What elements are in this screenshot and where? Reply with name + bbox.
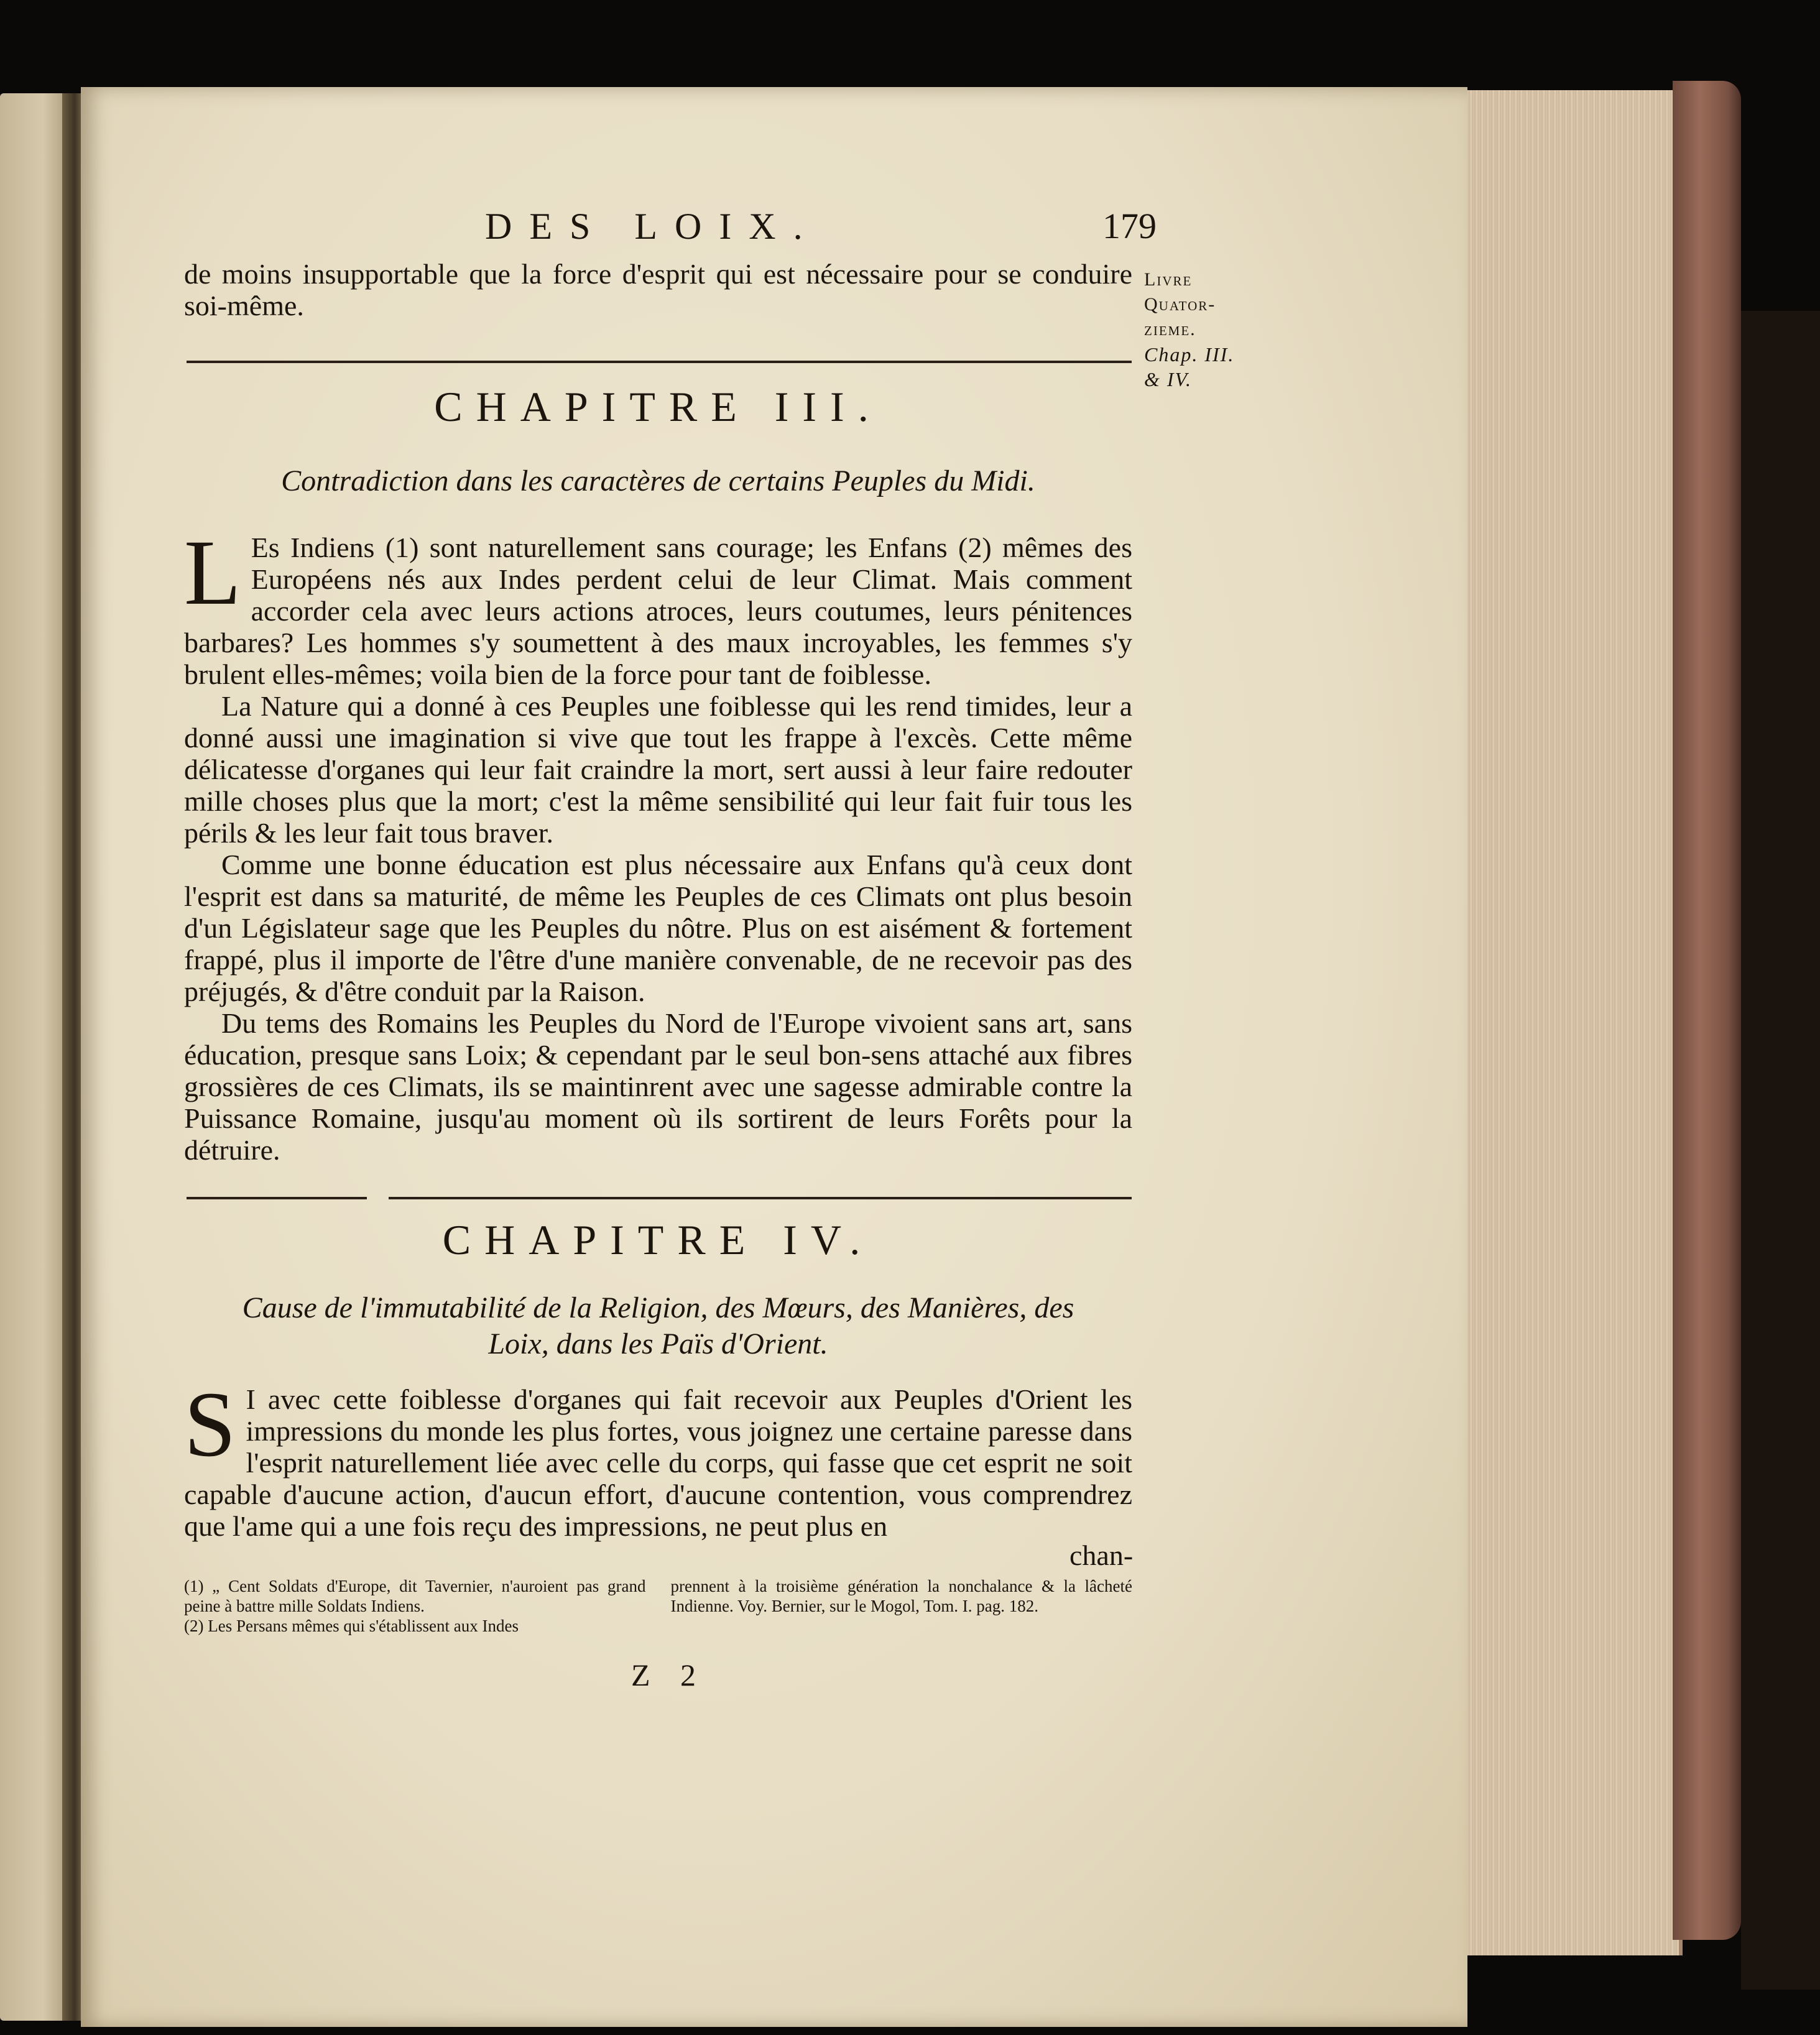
running-header bbox=[187, 205, 1157, 261]
footnote-column-left bbox=[184, 1576, 646, 1636]
footnotes bbox=[184, 1576, 1132, 1636]
margin-note-line: Livre bbox=[1144, 269, 1193, 290]
subtitle-line: Loix, dans les Païs d'Orient. bbox=[488, 1327, 828, 1360]
running-title: DES LOIX. bbox=[485, 206, 820, 247]
background-shadow bbox=[1741, 311, 1820, 1990]
footnote: (2) Les Persans mêmes qui s'établissent aux Indes bbox=[184, 1617, 519, 1635]
paragraph: La Nature qui a donné à ces Peuples une foiblesse qui les rend timides, leur a donné aussi une imagination si vive que tout les frappe à l'excès. Cette même délicatesse d'organes qui leur fait craindre la mort, sert aussi à leur faire redouter mille choses plus que la mort; c'est la même sensibilité qui leur fait fuir tous les périls & les leur fait tous braver. bbox=[184, 690, 1132, 849]
paragraph: de moins insupportable que la force d'esprit qui est nécessaire pour se conduire soi-même. bbox=[184, 258, 1132, 321]
margin-note-line: Quator- bbox=[1144, 294, 1216, 315]
margin-note-line: zieme. bbox=[1144, 319, 1196, 339]
margin-note-chapters: Chap. III. bbox=[1144, 343, 1235, 366]
page-number: 179 bbox=[1102, 206, 1157, 246]
left-page-edge bbox=[0, 93, 72, 2021]
subtitle-line: Cause de l'immutabilité de la Religion, des Mœurs, des Manières, des bbox=[242, 1291, 1074, 1324]
drop-capital: S bbox=[184, 1373, 236, 1476]
catchword: chan- bbox=[1069, 1539, 1134, 1571]
chapter-3-body bbox=[184, 521, 1132, 1166]
continuation-paragraph bbox=[184, 258, 1132, 321]
paragraph-text: Es Indiens (1) sont naturellement sans courage; les Enfans (2) mêmes des Européens nés aux Indes perdent celui de leur Climat. Mais comment accorder cela avec leurs actions atroces, leurs coutumes, leurs pénitences barbares? Les hommes s'y soumettent à des maux incroyables, les femmes s'y brulent elles-mêmes; voila bien de la force pour tant de foiblesse. bbox=[184, 532, 1132, 690]
chapter-4-subtitle bbox=[184, 1290, 1132, 1362]
chapter-4-title: CHAPITRE IV. bbox=[442, 1216, 874, 1263]
chapter-4-body bbox=[184, 1373, 1132, 1542]
footnote-column-right bbox=[671, 1576, 1133, 1636]
paragraph bbox=[184, 521, 1132, 690]
book-cover bbox=[1673, 81, 1741, 1940]
footnote: prennent à la troisième génération la nonchalance & la lâcheté Indienne. Voy. Bernier, sur le Mogol, Tom. I. pag. 182. bbox=[670, 1577, 1132, 1615]
margin-note bbox=[1144, 267, 1237, 392]
section-rule bbox=[389, 1197, 1132, 1199]
signature-mark: Z 2 bbox=[631, 1658, 708, 1692]
section-rule bbox=[187, 361, 1132, 363]
chapter-3-title: CHAPITRE III. bbox=[434, 383, 882, 430]
page-edges bbox=[1467, 90, 1683, 1955]
paragraph: Du tems des Romains les Peuples du Nord de l'Europe vivoient sans art, sans éducation, presque sans Loix; & cependant par le seul bon-sens attaché aux fibres grossières de ces Climats, ils se maintinrent avec une sagesse admirable contre la Puissance Romaine, jusqu'au moment où ils sortirent de leurs Forêts pour la détruire. bbox=[184, 1007, 1132, 1166]
footnote: (1) „ Cent Soldats d'Europe, dit Tavernier, n'auroient pas grand peine à battre mille Soldats Indiens. bbox=[184, 1577, 646, 1615]
paragraph-text: I avec cette foiblesse d'organes qui fait recevoir aux Peuples d'Orient les impressions du monde les plus fortes, vous joignez une certaine paresse dans l'esprit naturellement liée avec celle du corps, qui fasse que cet esprit ne soit capable d'aucune action, d'aucun effort, d'aucune contention, vous comprendrez que l'ame qui a une fois reçu des impressions, ne peut plus en bbox=[184, 1383, 1132, 1542]
section-rule bbox=[187, 1197, 367, 1199]
paragraph: Comme une bonne éducation est plus nécessaire aux Enfans qu'à ceux dont l'esprit est dans sa maturité, de même les Peuples de ces Climats ont plus besoin d'un Législateur sage que les Peuples du nôtre. Plus on est aisément & fortement frappé, plus il importe de l'être d'une manière convenable, de ne recevoir pas des préjugés, & d'être conduit par la Raison. bbox=[184, 849, 1132, 1007]
drop-capital: L bbox=[184, 521, 241, 624]
paragraph bbox=[184, 1373, 1132, 1542]
chapter-3-subtitle: Contradiction dans les caractères de certains Peuples du Midi. bbox=[281, 464, 1035, 497]
margin-note-chapters-2: & IV. bbox=[1144, 368, 1192, 390]
